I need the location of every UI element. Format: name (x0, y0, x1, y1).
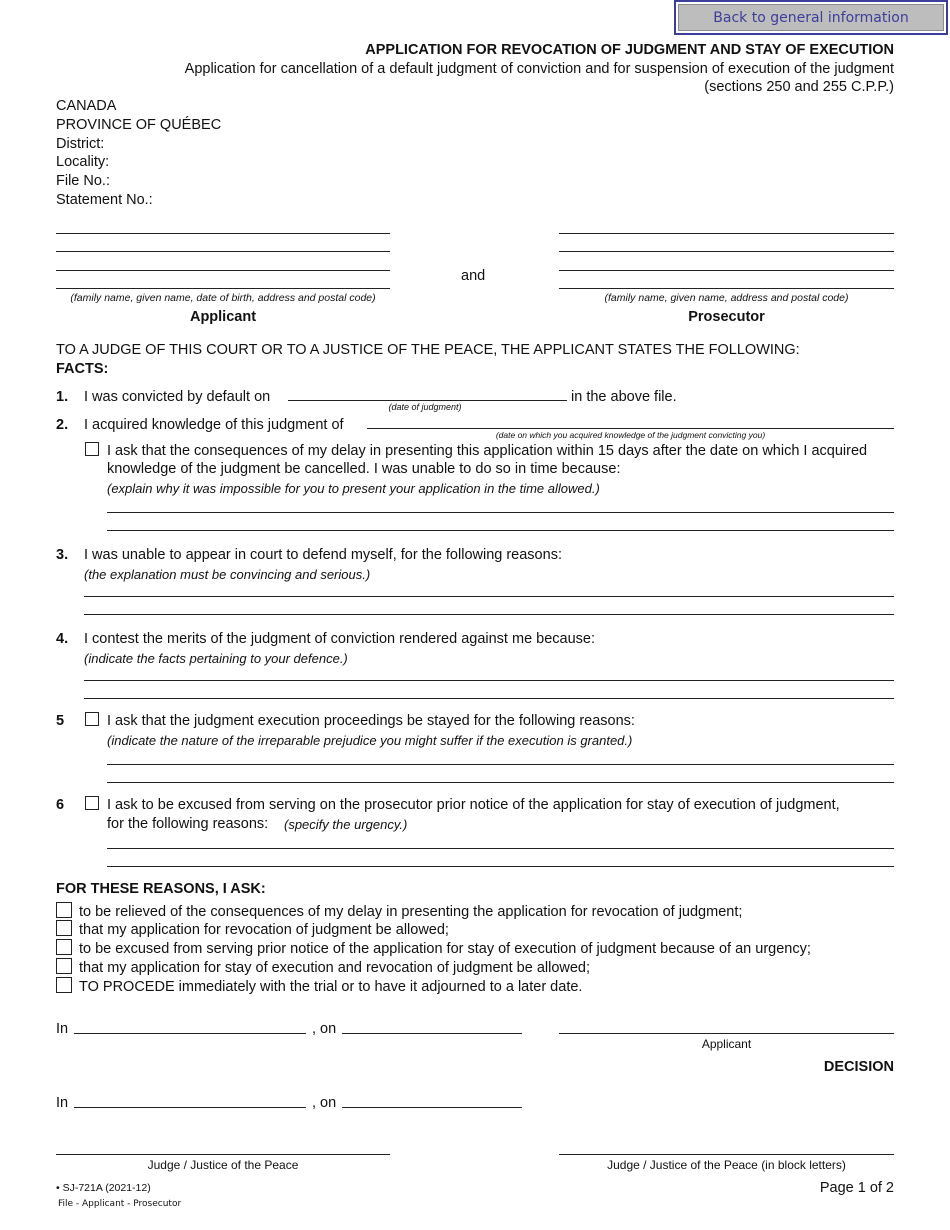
distribution-note: File - Applicant - Prosecutor (58, 1199, 182, 1209)
back-button-label[interactable]: Back to general information (678, 4, 944, 31)
urgency-checkbox[interactable] (85, 796, 99, 810)
request-checkbox-3[interactable] (56, 939, 72, 955)
fact-4-text: I contest the merits of the judgment of conviction rendered against me because: (84, 631, 596, 647)
place-field-2[interactable] (74, 1107, 306, 1108)
fact-1-text: I was convicted by default on (84, 389, 271, 405)
fact-3-line-2[interactable] (84, 614, 894, 615)
delay-reason-line-1[interactable] (107, 512, 894, 513)
country-label: CANADA (56, 98, 117, 114)
form-code: • SJ-721A (2021-12) (56, 1182, 151, 1194)
page-number: Page 1 of 2 (819, 1180, 894, 1196)
applicant-label: Applicant (189, 309, 257, 325)
fact-2-text: I acquired knowledge of this judgment of (84, 417, 344, 433)
request-item-5: TO PROCEDE immediately with the trial or to have it adjourned to a later date. (79, 979, 583, 995)
back-to-general-info-button[interactable] (674, 0, 948, 35)
judge-signature-line[interactable] (56, 1154, 390, 1155)
judge-signature-label: Judge / Justice of the Peace (147, 1158, 299, 1172)
on-label-2: , on (312, 1095, 337, 1111)
delay-text-line-2: knowledge of the judgment be cancelled. I was unable to do so in time because: (107, 461, 621, 477)
fact-1-number: 1. (56, 389, 69, 405)
fact-6-text-line-1: I ask to be excused from serving on the prosecutor prior notice of the application for stay of execution of judgment, (107, 797, 840, 813)
applicant-signature-line[interactable] (559, 1033, 894, 1034)
fact-4-hint: (indicate the facts pertaining to your defence.) (84, 651, 348, 666)
knowledge-date-field[interactable] (367, 428, 894, 429)
fact-1-text-after: in the above file. (571, 389, 677, 405)
locality-label: Locality: (56, 154, 110, 170)
fact-3-line-1[interactable] (84, 596, 894, 597)
applicant-field-line-4[interactable] (56, 288, 390, 289)
applicant-field-line-1[interactable] (56, 233, 390, 234)
province-label: PROVINCE OF QUÉBEC (56, 117, 222, 133)
fact-3-text: I was unable to appear in court to defend myself, for the following reasons: (84, 547, 562, 563)
fact-4-line-2[interactable] (84, 698, 894, 699)
fact-5-number: 5 (56, 713, 65, 729)
request-checkbox-4[interactable] (56, 958, 72, 974)
delay-hint: (explain why it was impossible for you to present your application in the time allowed.) (107, 481, 600, 496)
date-field-1[interactable] (342, 1033, 522, 1034)
fact-6-text-line-2: for the following reasons: (107, 816, 269, 832)
applicant-field-line-2[interactable] (56, 251, 390, 252)
decision-heading: DECISION (823, 1059, 894, 1075)
prosecutor-hint: (family name, given name, address and postal code) (604, 292, 849, 304)
statement-no-label: Statement No.: (56, 192, 153, 208)
form-title: APPLICATION FOR REVOCATION OF JUDGMENT AND STAY OF EXECUTION (365, 42, 894, 58)
fact-4-number: 4. (56, 631, 69, 647)
stay-checkbox[interactable] (85, 712, 99, 726)
on-label-1: , on (312, 1021, 337, 1037)
delay-checkbox[interactable] (85, 442, 99, 456)
fact-3-number: 3. (56, 547, 69, 563)
prosecutor-label: Prosecutor (688, 309, 765, 325)
applicant-hint: (family name, given name, date of birth, address and postal code) (70, 292, 376, 304)
fact-5-line-1[interactable] (107, 764, 894, 765)
knowledge-date-hint: (date on which you acquired knowledge of the judgment convicting you) (495, 430, 766, 440)
request-checkbox-2[interactable] (56, 920, 72, 936)
fact-5-text: I ask that the judgment execution proceedings be stayed for the following reasons: (107, 713, 635, 729)
facts-heading: FACTS: (56, 361, 109, 377)
form-sections: (sections 250 and 255 C.P.P.) (704, 79, 894, 95)
request-checkbox-1[interactable] (56, 902, 72, 918)
and-label: and (461, 268, 486, 284)
fact-6-line-2[interactable] (107, 866, 894, 867)
form-subtitle: Application for cancellation of a default judgment of conviction and for suspension of execution of the judgment (184, 61, 894, 77)
fact-6-line-1[interactable] (107, 848, 894, 849)
applicant-field-line-3[interactable] (56, 270, 390, 271)
date-field-2[interactable] (342, 1107, 522, 1108)
district-label: District: (56, 136, 105, 152)
fact-5-line-2[interactable] (107, 782, 894, 783)
prosecutor-field-line-1[interactable] (559, 233, 894, 234)
fact-6-hint: (specify the urgency.) (284, 817, 408, 832)
fact-5-hint: (indicate the nature of the irreparable prejudice you might suffer if the execution is granted.) (107, 733, 633, 748)
judge-name-line[interactable] (559, 1154, 894, 1155)
prosecutor-field-line-3[interactable] (559, 270, 894, 271)
request-checkbox-5[interactable] (56, 977, 72, 993)
place-field-1[interactable] (74, 1033, 306, 1034)
fact-2-number: 2. (56, 417, 69, 433)
request-item-4: that my application for stay of execution and revocation of judgment be allowed; (79, 960, 591, 976)
prosecutor-field-line-2[interactable] (559, 251, 894, 252)
judgment-date-hint: (date of judgment) (388, 402, 462, 412)
judgment-date-field[interactable] (288, 400, 567, 401)
judge-name-label: Judge / Justice of the Peace (in block letters) (607, 1158, 846, 1172)
request-item-3: to be excused from serving prior notice of the application for stay of execution of judgment because of an urgency; (79, 941, 811, 957)
fact-6-number: 6 (56, 797, 65, 813)
file-no-label: File No.: (56, 173, 110, 189)
request-item-1: to be relieved of the consequences of my delay in presenting the application for revocation of judgment; (79, 904, 743, 920)
requests-heading: FOR THESE REASONS, I ASK: (56, 881, 266, 897)
fact-3-hint: (the explanation must be convincing and serious.) (84, 567, 371, 582)
delay-text-line-1: I ask that the consequences of my delay in presenting this application within 15 days after the date on which I acquired (107, 443, 868, 459)
fact-4-line-1[interactable] (84, 680, 894, 681)
applicant-signature-label: Applicant (701, 1037, 752, 1051)
in-label-2: In (56, 1095, 69, 1111)
request-item-2: that my application for revocation of judgment be allowed; (79, 922, 449, 938)
intro-statement: TO A JUDGE OF THIS COURT OR TO A JUSTICE OF THE PEACE, THE APPLICANT STATES THE FOLLOWING: (56, 342, 800, 358)
prosecutor-field-line-4[interactable] (559, 288, 894, 289)
delay-reason-line-2[interactable] (107, 530, 894, 531)
in-label-1: In (56, 1021, 69, 1037)
